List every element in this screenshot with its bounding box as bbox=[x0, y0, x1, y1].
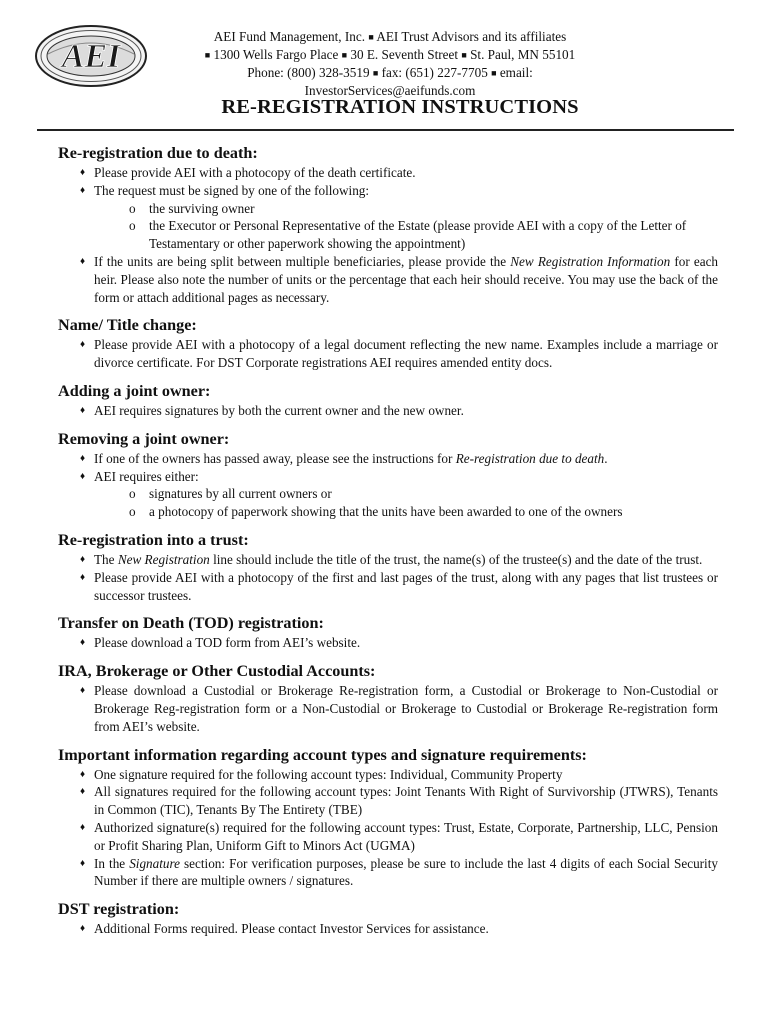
section-heading: DST registration: bbox=[58, 900, 180, 919]
title-divider bbox=[37, 129, 734, 131]
diamond-bullet-icon: ♦ bbox=[80, 553, 86, 565]
section-heading: Name/ Title change: bbox=[58, 316, 197, 335]
circle-bullet-icon: o bbox=[129, 200, 136, 216]
email-link[interactable]: email: InvestorServices@aeifunds.com bbox=[304, 65, 533, 98]
section-trust bbox=[58, 530, 718, 604]
sub-list-item: o a photocopy of paperwork showing that the units have been awarded to one of the owners bbox=[129, 504, 623, 520]
list-item: ♦ All signatures required for the following account types: Joint Tenants With Right of Survivorship (JTWRS), Tenants in Common (TIC), Tenants By The Entirety (TBE) bbox=[80, 784, 718, 818]
diamond-bullet-icon: ♦ bbox=[80, 167, 86, 178]
section-death bbox=[58, 143, 718, 306]
section-adding-joint-owner bbox=[58, 381, 718, 420]
diamond-bullet-icon: ♦ bbox=[80, 821, 86, 833]
circle-bullet-icon: o bbox=[129, 218, 136, 234]
section-heading: Re-registration into a trust: bbox=[58, 530, 249, 549]
diamond-bullet-icon: ♦ bbox=[80, 255, 86, 267]
address-line-3: Phone: (800) 328-3519 ■ fax: (651) 227-7705 ■ email: InvestorServices@aeifunds.com bbox=[247, 65, 533, 98]
list-item: ♦ Please download a TOD form from AEI’s website. bbox=[80, 635, 361, 651]
circle-bullet-icon: o bbox=[129, 504, 136, 520]
list-item: ♦ Please provide AEI with a photocopy of the first and last pages of the trust, along with any pages that list trustees or successor trustees. bbox=[80, 569, 718, 603]
section-name-change bbox=[58, 315, 718, 372]
list-item: ♦ Please download a Custodial or Brokerage Re-registration form, a Custodial or Brokerage to Non-Custodial or Brokerage Reg-registration form or a Non-Custodial or Brokerage to Custodial or Brokerage Re-registration form from AEI’s website. bbox=[80, 683, 718, 734]
address-line-2: ■ 1300 Wells Fargo Place ■ 30 E. Seventh Street ■ St. Paul, MN 55101 bbox=[204, 47, 576, 62]
list-item: ♦ Please provide AEI with a photocopy of the death certificate. bbox=[80, 165, 416, 180]
list-item: ♦ If the units are being split between multiple beneficiaries, please provide the New Registration Information for each heir. Please also note the number of units or the percentage that each heir should receive. You may use the back of the form or attach additional pages as necessary. bbox=[80, 253, 719, 305]
list-item: ♦ The request must be signed by one of the following: o the surviving owner o the Executor or Personal Representative of the Estate (please provide AEI with a copy of the Letter of Testamentary or other paperwork showing the appointment) bbox=[58, 182, 718, 253]
sub-list-item: o signatures by all current owners or bbox=[129, 486, 332, 502]
section-removing-joint-owner bbox=[58, 429, 718, 521]
sub-list-item: o the Executor or Personal Representative of the Estate (please provide AEI with a copy of the Letter of Testamentary or other paperwork showing the appointment) bbox=[129, 218, 687, 252]
diamond-bullet-icon: ♦ bbox=[80, 404, 86, 416]
section-important bbox=[58, 745, 718, 891]
list-item: ♦ If one of the owners has passed away, please see the instructions for Re-registration due to death. bbox=[80, 450, 608, 466]
list-item: ♦ AEI requires signatures by both the current owner and the new owner. bbox=[80, 402, 464, 418]
list-item: ♦ Authorized signature(s) required for the following account types: Trust, Estate, Corporate, Partnership, LLC, Pension or Profit Sharing Plan, Uniform Gift to Minors Act (UGMA) bbox=[80, 819, 718, 853]
list-item: ♦ AEI requires either: o signatures by all current owners or o a photocopy of paperwork showing that the units have been awarded to one of the owners bbox=[58, 468, 718, 521]
section-heading: Important information regarding account types and signature requirements: bbox=[58, 745, 587, 764]
section-heading: Re-registration due to death: bbox=[58, 144, 258, 162]
circle-bullet-icon: o bbox=[129, 486, 136, 502]
logo-text: AEI bbox=[61, 38, 121, 75]
section-ira bbox=[58, 661, 718, 735]
diamond-bullet-icon: ♦ bbox=[80, 339, 86, 351]
diamond-bullet-icon: ♦ bbox=[80, 685, 86, 697]
section-dst bbox=[58, 899, 718, 938]
page-title: RE-REGISTRATION INSTRUCTIONS bbox=[221, 96, 579, 118]
list-item: ♦ In the Signature section: For verification purposes, please be sure to include the last 4 digits of each Social Security Number if there are multiple owners / signatures. bbox=[80, 855, 718, 889]
list-item: ♦ Additional Forms required. Please contact Investor Services for assistance. bbox=[80, 921, 489, 937]
section-tod bbox=[58, 613, 718, 652]
diamond-bullet-icon: ♦ bbox=[80, 637, 86, 649]
letterhead bbox=[0, 0, 770, 135]
diamond-bullet-icon: ♦ bbox=[80, 857, 86, 869]
diamond-bullet-icon: ♦ bbox=[80, 923, 86, 935]
section-heading: Transfer on Death (TOD) registration: bbox=[58, 614, 324, 633]
aei-logo bbox=[34, 24, 148, 88]
list-item: ♦ The New Registration line should include the title of the trust, the name(s) of the trustee(s) and the date of the trust. bbox=[80, 551, 703, 567]
list-item: ♦ One signature required for the following account types: Individual, Community Property bbox=[80, 766, 563, 782]
diamond-bullet-icon: ♦ bbox=[80, 452, 86, 464]
list-item: ♦ Please provide AEI with a photocopy of a legal document reflecting the new name. Examples include a marriage or divorce certificate. For DST Corporate registrations AEI requires amended entity docs. bbox=[80, 337, 718, 371]
section-heading: Adding a joint owner: bbox=[58, 381, 211, 400]
section-heading: Removing a joint owner: bbox=[58, 429, 230, 448]
company-address bbox=[170, 28, 610, 100]
diamond-bullet-icon: ♦ bbox=[80, 470, 86, 482]
address-line-1: AEI Fund Management, Inc. ■ AEI Trust Advisors and its affiliates bbox=[213, 29, 567, 44]
diamond-bullet-icon: ♦ bbox=[80, 571, 86, 583]
diamond-bullet-icon: ♦ bbox=[80, 184, 86, 196]
diamond-bullet-icon: ♦ bbox=[80, 786, 86, 798]
section-heading: IRA, Brokerage or Other Custodial Accounts: bbox=[58, 662, 376, 681]
instructions-body bbox=[58, 143, 718, 947]
diamond-bullet-icon: ♦ bbox=[80, 768, 86, 780]
sub-list-item: o the surviving owner bbox=[129, 200, 255, 216]
